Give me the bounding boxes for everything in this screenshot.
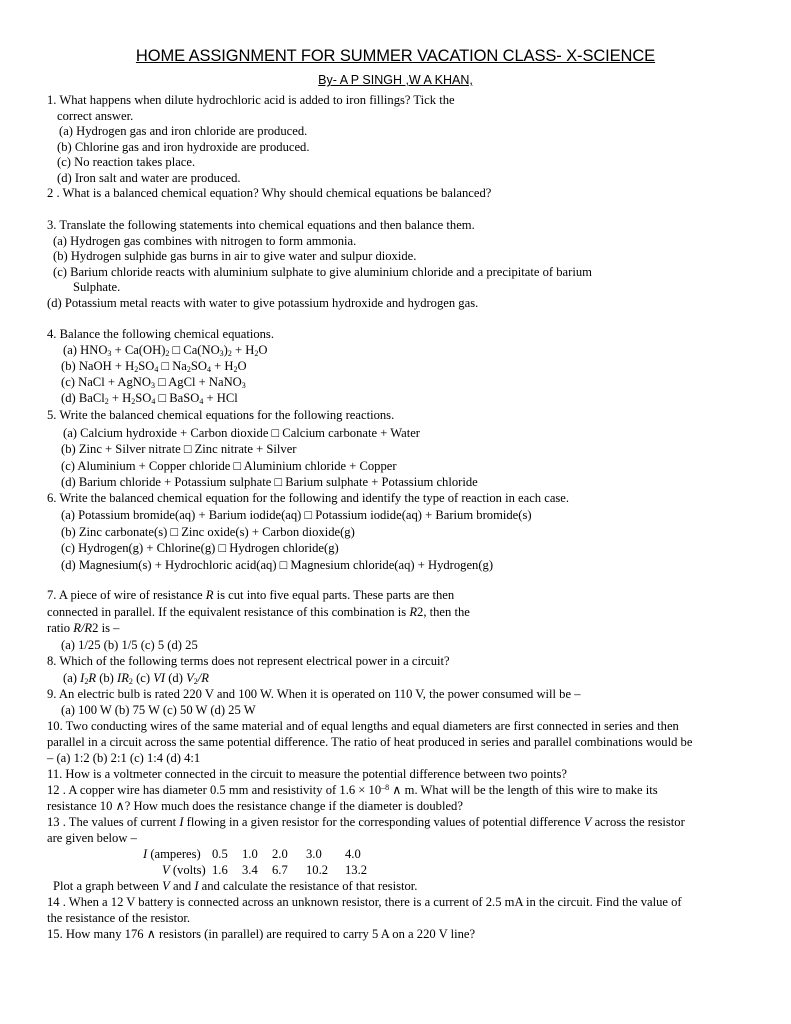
- row-current-label: I (amperes): [143, 847, 201, 861]
- current-value: 3.0: [306, 847, 322, 861]
- q1-option-d: (d) Iron salt and water are produced.: [57, 171, 241, 185]
- current-value: 1.0: [242, 847, 258, 861]
- voltage-value: 3.4: [242, 863, 258, 877]
- q1-line2: correct answer.: [57, 109, 134, 123]
- voltage-value: 1.6: [212, 863, 228, 877]
- q8-line1: 8. Which of the following terms does not represent electrical power in a circuit?: [47, 654, 450, 668]
- q1-option-c: (c) No reaction takes place.: [57, 155, 196, 169]
- q9-line1: 9. An electric bulb is rated 220 V and 100 W. When it is operated on 110 V, the power consumed will be –: [47, 687, 581, 701]
- q3-part-d: (d) Potassium metal reacts with water to give potassium hydroxide and hydrogen gas.: [47, 296, 479, 310]
- q6-part-c: (c) Hydrogen(g) + Chlorine(g) □ Hydrogen chloride(g): [61, 541, 339, 555]
- q12-line2: resistance 10 ∧? How much does the resistance change if the diameter is doubled?: [47, 799, 463, 813]
- q3-part-c-cont: Sulphate.: [73, 280, 121, 294]
- q4-equation-a: (a) $HNO_3 + Ca(OH)_2$ □ $Ca(NO_3)_2 + H_2O$: [63, 343, 268, 358]
- q9-options: (a) 100 W (b) 75 W (c) 50 W (d) 25 W: [61, 703, 256, 717]
- q10-line1: 10. Two conducting wires of the same material and of equal lengths and equal diameters are first connected in series and then: [47, 719, 679, 733]
- q3-line1: 3. Translate the following statements into chemical equations and then balance them.: [47, 218, 475, 232]
- q4-equation-b: (b) NaOH + $H_2SO_4$ □ $Na_2SO_4 + H_2O$: [61, 359, 247, 374]
- q6-part-a: (a) Potassium bromide(aq) + Barium iodide(aq) □ Potassium iodide(aq) + Barium bromide(s): [61, 508, 532, 522]
- q5-part-d: (d) Barium chloride + Potassium sulphate □ Barium sulphate + Potassium chloride: [61, 475, 478, 489]
- q1-option-b: (b) Chlorine gas and iron hydroxide are produced.: [57, 140, 310, 154]
- current-value: 0.5: [212, 847, 228, 861]
- q6-line1: 6. Write the balanced chemical equation for the following and identify the type of reaction in each case.: [47, 491, 570, 505]
- q5-part-a: (a) Calcium hydroxide + Carbon dioxide □ Calcium carbonate + Water: [63, 426, 420, 440]
- q15-text: 15. How many 176 ∧ resistors (in parallel) are required to carry 5 A on a 220 V line?: [47, 927, 476, 941]
- q5-part-b: (b) Zinc + Silver nitrate □ Zinc nitrate + Silver: [61, 442, 297, 456]
- voltage-value: 13.2: [345, 863, 368, 877]
- q10-line3: – (a) 1:2 (b) 2:1 (c) 1:4 (d) 4:1: [47, 751, 201, 765]
- q7-line1: 7. A piece of wire of resistance R is cut into five equal parts. These parts are then: [47, 588, 455, 602]
- q8-options: (a) $I_2R$ (b) $IR_2$ (c) VI (d) $V_2/R$: [63, 671, 209, 686]
- q3-part-a: (a) Hydrogen gas combines with nitrogen to form ammonia.: [53, 234, 357, 248]
- row-voltage-label: V (volts): [162, 863, 206, 877]
- q4-line1: 4. Balance the following chemical equations.: [47, 327, 274, 341]
- q5-part-c: (c) Aluminium + Copper chloride □ Aluminium chloride + Copper: [61, 459, 397, 473]
- q2-text: 2 . What is a balanced chemical equation? Why should chemical equations be balanced?: [47, 186, 492, 200]
- author-byline: By- A P SINGH ,W A KHAN,: [318, 73, 473, 87]
- q13-line1: 13 . The values of current I flowing in a given resistor for the corresponding values of potential difference V across the resistor: [47, 815, 685, 829]
- q4-equation-d: (d) BaCl$_2$ + $H_2SO_4$ □ BaSO$_4$ + HCl: [61, 391, 238, 406]
- q1-option-a: (a) Hydrogen gas and iron chloride are produced.: [59, 124, 308, 138]
- q3-part-c: (c) Barium chloride reacts with aluminium sulphate to give aluminium chloride and a precipitate of barium: [53, 265, 592, 279]
- page-title: HOME ASSIGNMENT FOR SUMMER VACATION CLASS- X-SCIENCE: [135, 47, 656, 65]
- q7-line3: ratio R/R2 is –: [47, 621, 120, 635]
- q11-text: 11. How is a voltmeter connected in the circuit to measure the potential difference between two points?: [47, 767, 568, 781]
- q13-line2: are given below –: [47, 831, 137, 845]
- current-value: 4.0: [345, 847, 361, 861]
- voltage-value: 10.2: [306, 863, 329, 877]
- q13-instruction: Plot a graph between V and I and calculate the resistance of that resistor.: [53, 879, 418, 893]
- q14-line1: 14 . When a 12 V battery is connected across an unknown resistor, there is a current of 2.5 mA in the circuit. Find the value of: [47, 895, 682, 909]
- q7-options: (a) 1/25 (b) 1/5 (c) 5 (d) 25: [61, 638, 198, 652]
- q4-equation-c: (c) NaCl + AgNO$_3$ □ AgCl + NaNO$_3$: [61, 375, 246, 390]
- q3-part-b: (b) Hydrogen sulphide gas burns in air to give water and sulpur dioxide.: [53, 249, 417, 263]
- q6-part-d: (d) Magnesium(s) + Hydrochloric acid(aq) □ Magnesium chloride(aq) + Hydrogen(g): [61, 558, 494, 572]
- q5-line1: 5. Write the balanced chemical equations for the following reactions.: [47, 408, 395, 422]
- q14-line2: the resistance of the resistor.: [47, 911, 191, 925]
- q10-line2: parallel in a circuit across the same potential difference. The ratio of heat produced in series and parallel combinations would be: [47, 735, 693, 749]
- voltage-value: 6.7: [272, 863, 288, 877]
- q12-line1: 12 . A copper wire has diameter 0.5 mm and resistivity of $1.6 \times 10^{-8}$ ∧ m. What will be the length of this wire to make its: [47, 783, 658, 797]
- current-value: 2.0: [272, 847, 288, 861]
- q1-line1: 1. What happens when dilute hydrochloric acid is added to iron fillings? Tick the: [47, 93, 455, 107]
- q6-part-b: (b) Zinc carbonate(s) □ Zinc oxide(s) + Carbon dioxide(g): [61, 525, 355, 539]
- q7-line2: connected in parallel. If the equivalent resistance of this combination is R2, then the: [47, 605, 470, 619]
